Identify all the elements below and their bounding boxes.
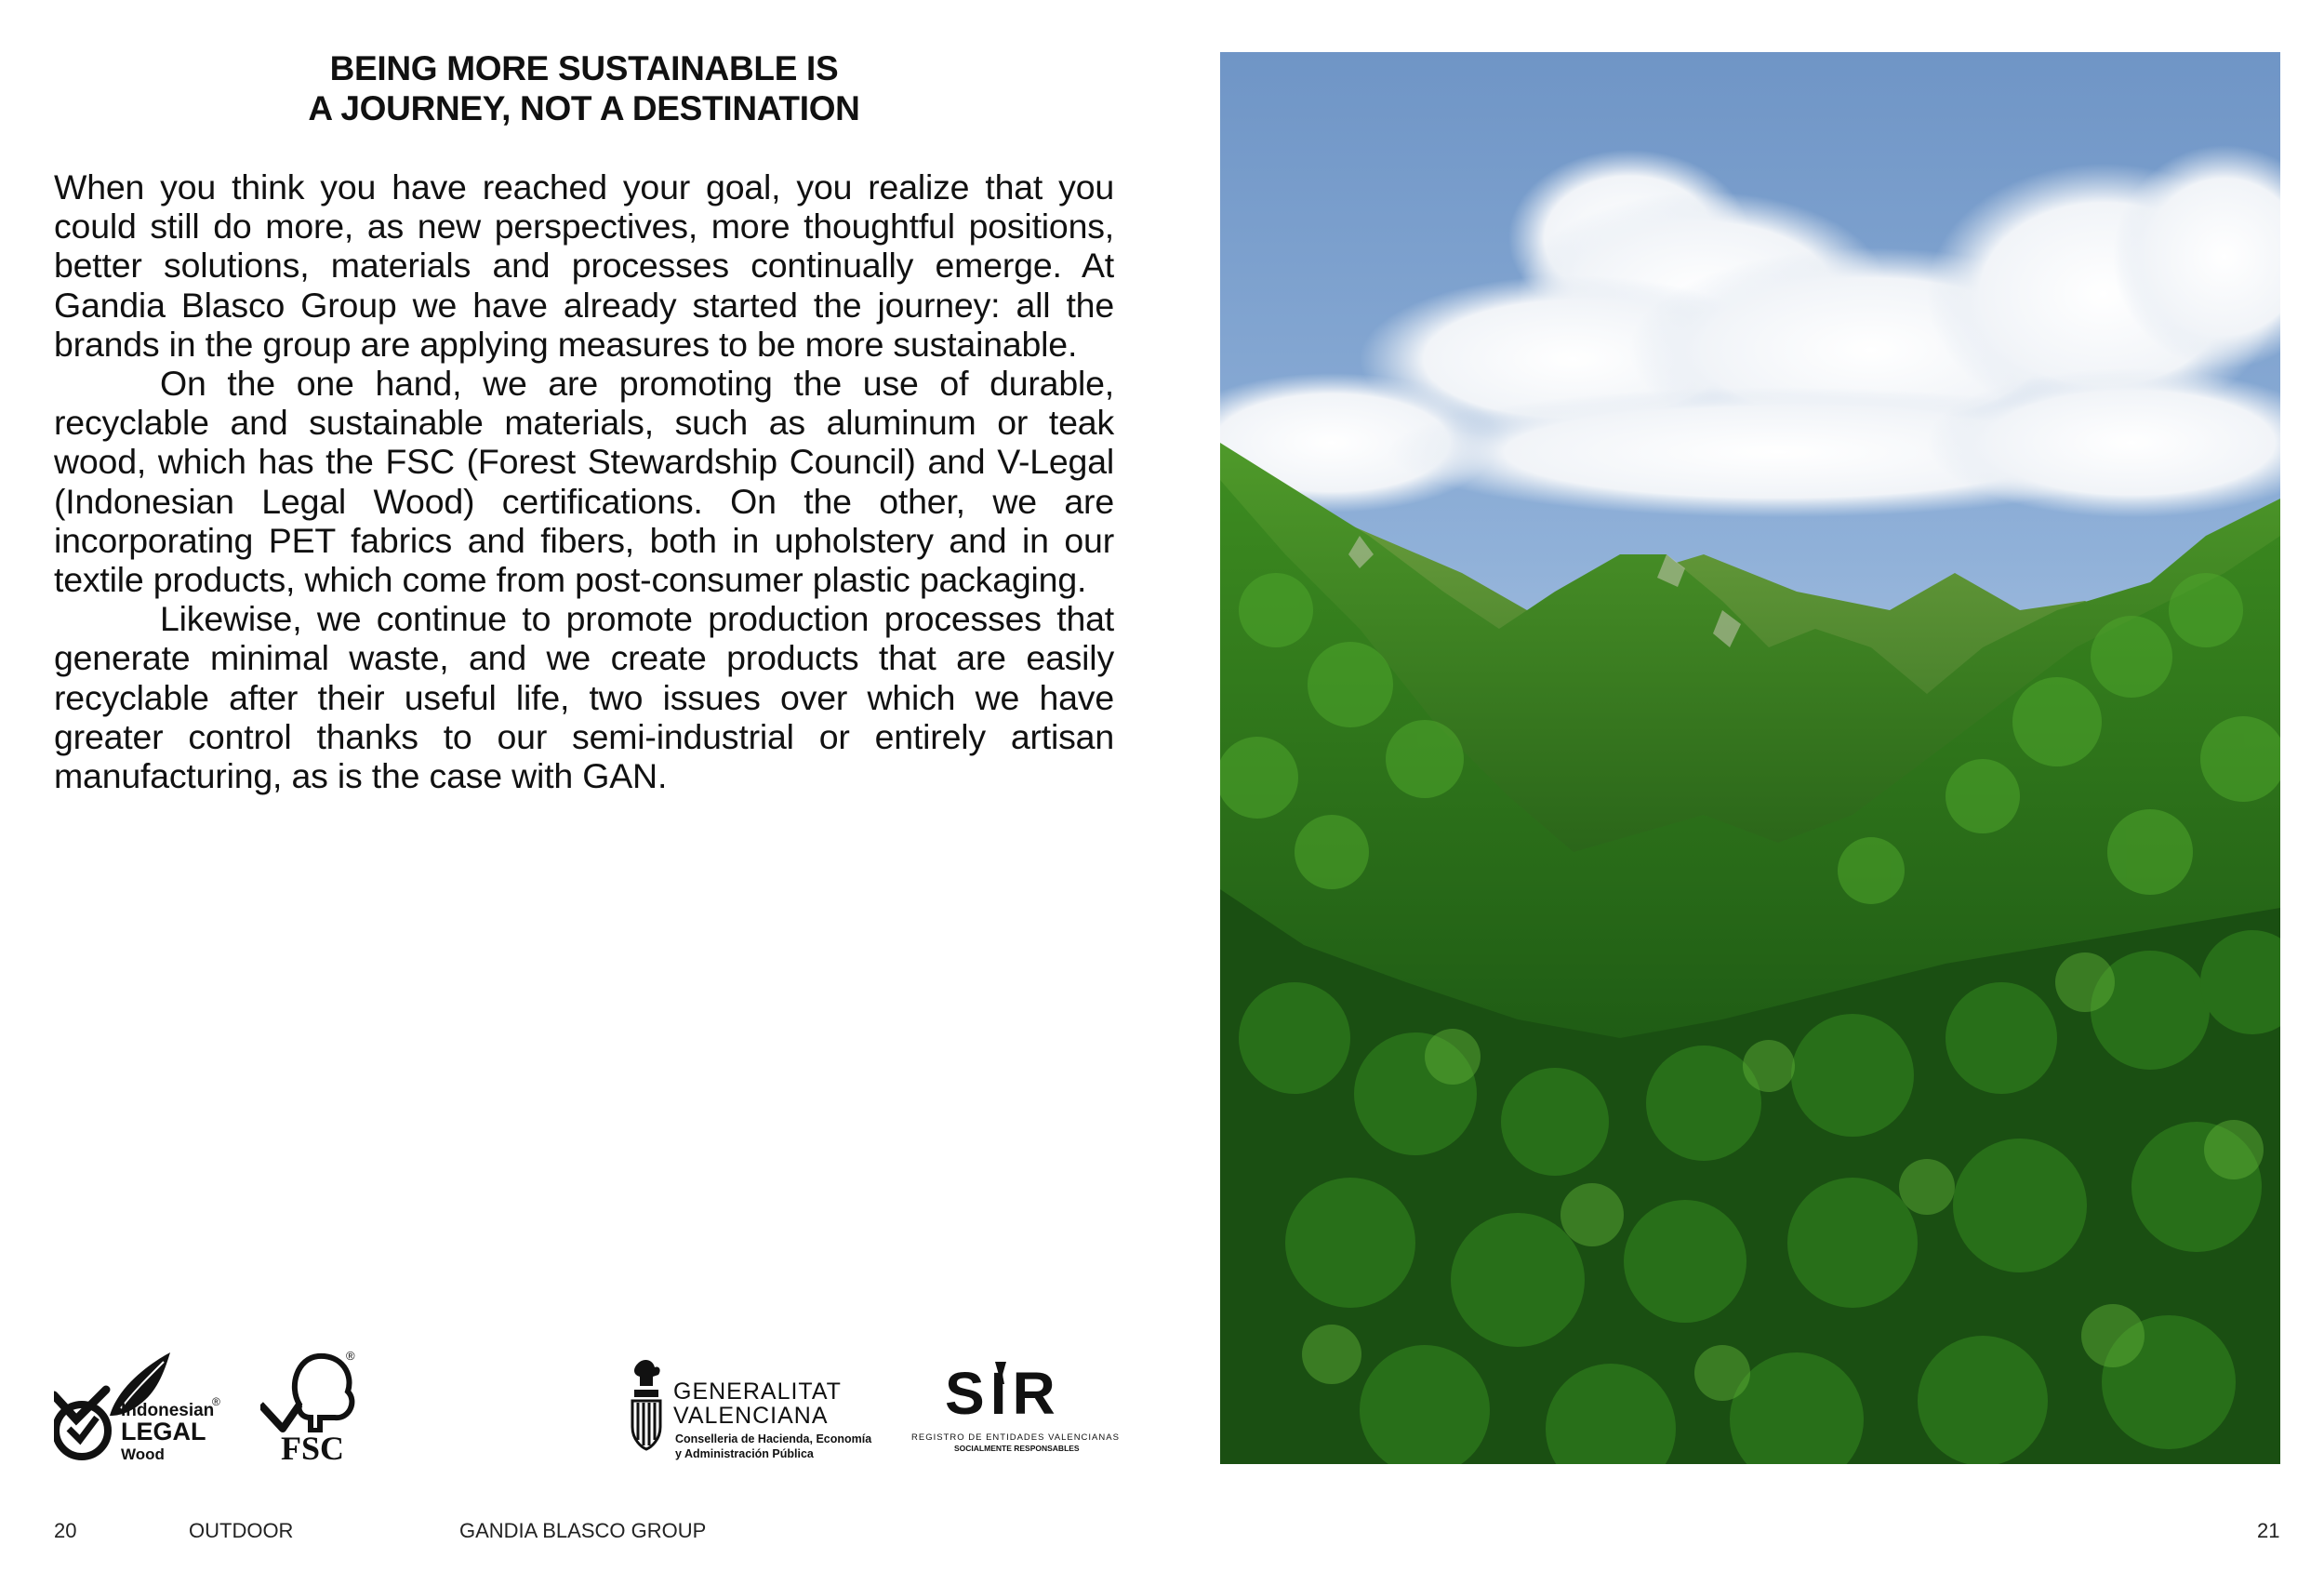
paragraph-3: Likewise, we continue to promote production processes that generate minimal waste, and we create products that are easily recyclable after their useful life, two issues over which we have greater control thanks to our semi-industrial or entirely artisan manufacturing, as is the case with GAN. [54,599,1114,796]
indonesian-legal-wood-logo [54,1351,231,1467]
fsc-logo [260,1349,363,1465]
heading-line-1: BEING MORE SUSTAINABLE IS [329,49,839,87]
body-text [54,167,1114,795]
generalitat-sub-1: Conselleria de Hacienda, Economía [675,1432,872,1445]
generalitat-line-1: GENERALITAT [673,1379,842,1405]
fsc-label: FSC [281,1430,345,1467]
sir-logo [911,1358,1120,1453]
forest-photo-image [1220,52,2280,1464]
generalitat-sub-2: y Administración Pública [675,1447,814,1460]
sir-sub-2: SOCIALMENTE RESPONSABLES [954,1444,1080,1453]
page-number-left: 20 [54,1519,77,1542]
fsc-registered-mark: ® [346,1349,355,1363]
forest-mountain-photo [1220,52,2280,1464]
sir-title: SIR [945,1360,1061,1427]
generalitat-line-2: VALENCIANA [673,1403,829,1429]
sir-sub-1: REGISTRO DE ENTIDADES VALENCIANAS [911,1432,1120,1443]
vlegal-registered-mark: ® [212,1395,220,1408]
page-number-right: 21 [2257,1519,2280,1542]
vlegal-line-2: LEGAL [121,1418,206,1445]
paragraph-2: On the one hand, we are promoting the use of durable, recyclable and sustainable materials, such as aluminum or teak wood, which has the FSC (Forest Stewardship Council) and V-Legal (Indonesian Legal Wood) certifications. On the other, we are incorporating PET fabrics and fibers, both in upholstery and in our textile products, which come from post-consumer plastic packaging. [54,364,1114,600]
generalitat-valenciana-logo [627,1358,887,1470]
vlegal-line-3: Wood [121,1445,165,1463]
footer-section-label: OUTDOOR [189,1519,294,1542]
footer-brand-label: GANDIA BLASCO GROUP [459,1519,707,1542]
page-heading [54,48,1114,128]
coat-of-arms-icon [627,1358,666,1451]
paragraph-1: When you think you have reached your goal, you realize that you could still do more, as new perspectives, more thoughtful positions, better solutions, materials and processes continually emerge. At Gandia Blasco Group we have already started the journey: all the brands in the group are applying measures to be more sustainable. [54,167,1114,364]
vlegal-line-1: Indonesian [121,1401,215,1420]
heading-line-2: A JOURNEY, NOT A DESTINATION [308,89,860,127]
